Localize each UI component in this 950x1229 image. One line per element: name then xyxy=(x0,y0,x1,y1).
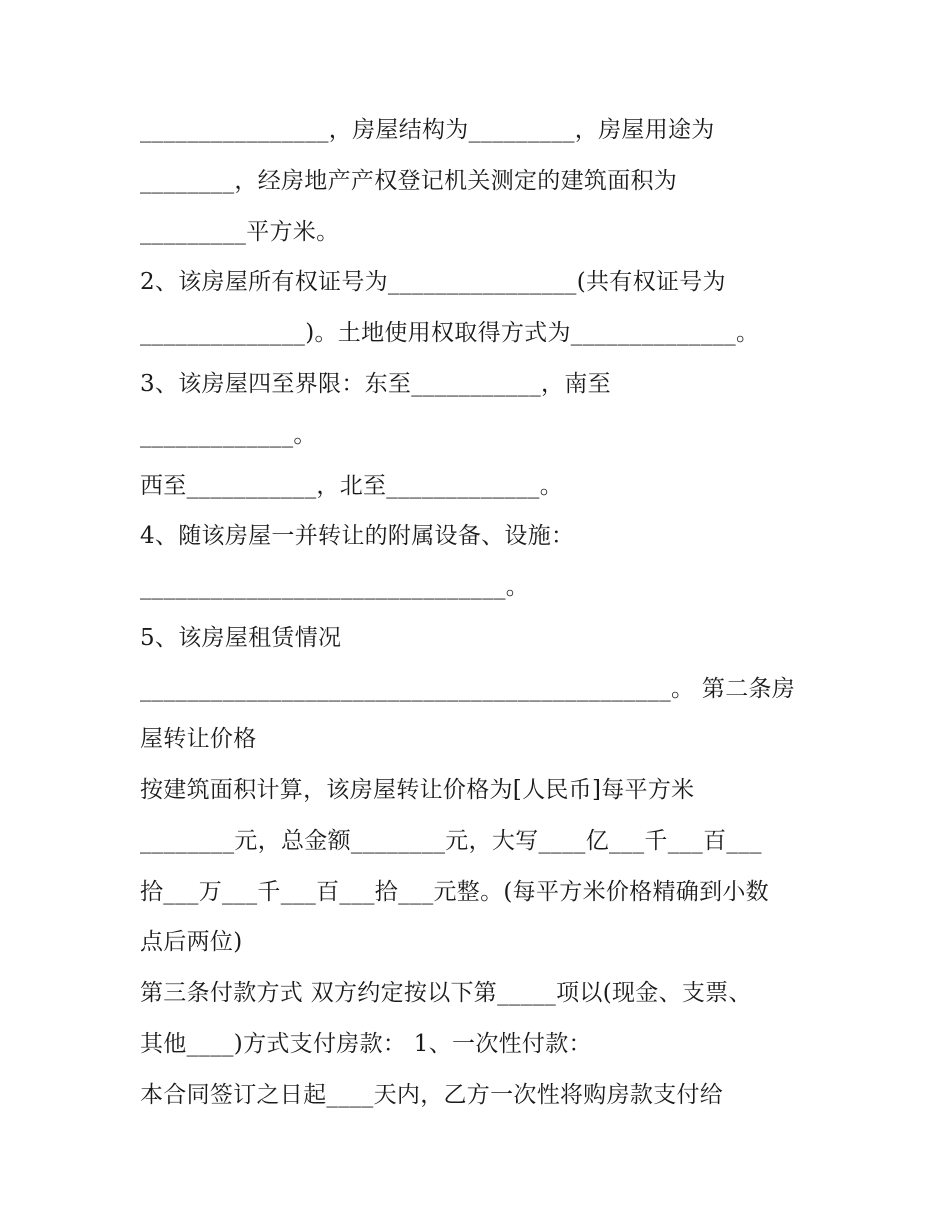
text-line: 第三条付款方式 双方约定按以下第_____项以(现金、支票、 xyxy=(140,980,752,1006)
text-line: 5、该房屋租赁情况 xyxy=(140,625,342,651)
text-line: 点后两位) xyxy=(140,929,243,955)
text-line: 屋转让价格 xyxy=(140,726,257,752)
text-line: 4、随该房屋一并转让的附属设备、设施： xyxy=(140,523,575,549)
text-line: 2、该房屋所有权证号为________________(共有权证号为 xyxy=(140,269,726,295)
text-line: ______________)。土地使用权取得方式为______________。 xyxy=(140,320,760,346)
text-line: ________元，总金额________元，大写____亿___千___百___ xyxy=(140,828,762,854)
text-line: 拾___万___千___百___拾___元整。(每平方米价格精确到小数 xyxy=(140,879,769,905)
text-line: _________平方米。 xyxy=(140,219,340,245)
text-line: 3、该房屋四至界限：东至___________，南至 xyxy=(140,371,611,397)
text-line: 按建筑面积计算，该房屋转让价格为[人民币]每平方米 xyxy=(140,777,695,803)
text-line: _____________________________________________。 第二条房 xyxy=(140,676,796,702)
text-line: 本合同签订之日起____天内，乙方一次性将购房款支付给 xyxy=(140,1082,724,1108)
text-line: _____________。 xyxy=(140,422,317,448)
text-line: ________________，房屋结构为_________，房屋用途为 xyxy=(140,117,715,143)
text-line: _______________________________。 xyxy=(140,574,530,600)
text-line: ________，经房地产产权登记机关测定的建筑面积为 xyxy=(140,168,678,194)
text-line: 其他____)方式支付房款： 1、一次性付款： xyxy=(140,1031,592,1057)
text-line: 西至___________，北至_____________。 xyxy=(140,473,563,499)
